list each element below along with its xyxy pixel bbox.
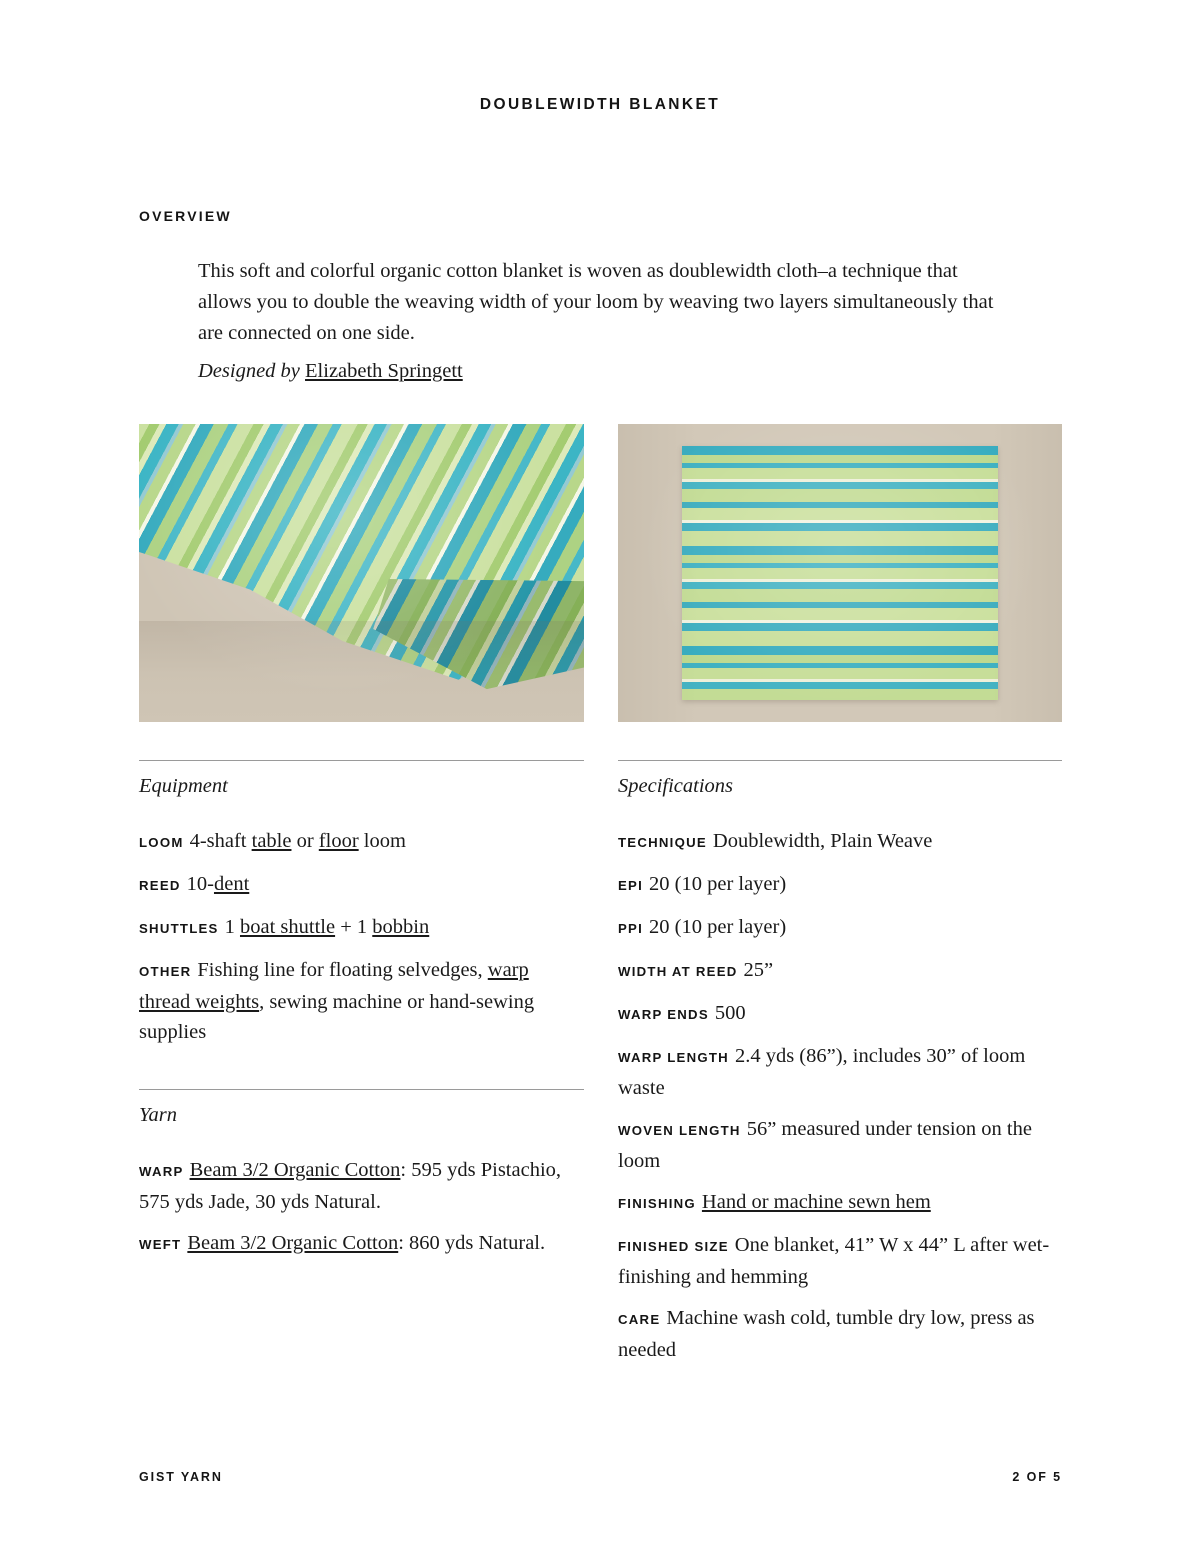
specifications-divider <box>618 760 1062 761</box>
footer-page-number: 2 OF 5 <box>1012 1470 1062 1484</box>
designed-by-label: Designed by <box>198 360 300 382</box>
spec-label: LOOM <box>139 835 184 850</box>
overview-body <box>198 256 998 349</box>
spec-label: WOVEN LENGTH <box>618 1123 741 1138</box>
spec-value <box>643 873 786 895</box>
spec-row <box>139 869 584 901</box>
spec-value-text: 20 (10 per layer) <box>649 873 787 895</box>
spec-row <box>618 1187 1062 1219</box>
spec-value <box>618 1307 1035 1361</box>
spec-value-link[interactable]: boat shuttle <box>239 916 336 938</box>
spec-value-link[interactable]: floor <box>318 830 359 852</box>
equipment-section <box>139 775 584 1058</box>
spec-value <box>184 830 406 852</box>
spec-value-text: 4-shaft <box>189 830 252 852</box>
specifications-list <box>618 826 1062 1365</box>
spec-value <box>181 1232 545 1254</box>
spec-label: EPI <box>618 878 644 893</box>
specifications-title: Specifications <box>618 775 734 797</box>
spec-row <box>618 826 1062 858</box>
spec-value-text: One blanket, 41” W x 44” L after wet-finishing and hemming <box>618 1234 1050 1288</box>
photo-right-sheen <box>618 424 1062 722</box>
designer-link[interactable]: Elizabeth Springett <box>305 360 463 382</box>
spec-row <box>618 1041 1062 1103</box>
spec-value-text: loom <box>358 830 406 852</box>
page-footer <box>139 1470 1062 1484</box>
spec-row <box>618 912 1062 944</box>
overview-paragraph: This soft and colorful organic cotton blanket is woven as doublewidth cloth–a technique that allows you to double the weaving width of your loom by weaving two layers simultaneously that are connected on one side. <box>198 260 994 344</box>
spec-row <box>139 955 584 1047</box>
blanket-draped-corner-photo <box>139 424 584 722</box>
spec-label: WARP LENGTH <box>618 1050 729 1065</box>
yarn-section <box>139 1104 584 1271</box>
yarn-list <box>139 1155 584 1260</box>
spec-value-link[interactable]: warp thread weights <box>139 959 529 1013</box>
spec-row <box>139 912 584 944</box>
spec-value <box>707 830 932 852</box>
spec-value-text: 2.4 yds (86”), includes 30” of loom waste <box>618 1045 1026 1099</box>
photo-left-inner <box>139 424 584 722</box>
page-header <box>0 96 1200 114</box>
yarn-divider <box>139 1089 584 1090</box>
spec-value-text: 56” measured under tension on the loom <box>618 1118 1032 1172</box>
spec-value-text: : 860 yds Natural. <box>398 1232 546 1254</box>
spec-value <box>738 959 774 981</box>
spec-row <box>618 1303 1062 1365</box>
spec-label: FINISHED SIZE <box>618 1239 729 1254</box>
spec-value-text: 10- <box>186 873 214 895</box>
spec-label: TECHNIQUE <box>618 835 707 850</box>
spec-value-text: Machine wash cold, tumble dry low, press as needed <box>618 1307 1035 1361</box>
spec-row <box>618 1230 1062 1292</box>
spec-row <box>139 1155 584 1217</box>
spec-value-text: 25” <box>743 959 774 981</box>
spec-value-text: , sewing machine or hand-sewing supplies <box>139 991 535 1043</box>
spec-label: OTHER <box>139 964 192 979</box>
spec-value-link[interactable]: table <box>251 830 292 852</box>
yarn-title: Yarn <box>139 1104 177 1126</box>
spec-value <box>219 916 430 938</box>
equipment-list <box>139 826 584 1047</box>
photo-right-inner <box>618 424 1062 722</box>
spec-row <box>618 1114 1062 1176</box>
page-title: DOUBLEWIDTH BLANKET <box>479 96 721 113</box>
spec-value-link[interactable]: Beam 3/2 Organic Cotton <box>187 1232 399 1254</box>
spec-label: WEFT <box>139 1237 182 1252</box>
spec-label: PPI <box>618 921 644 936</box>
spec-value <box>181 873 250 895</box>
spec-value-link[interactable]: bobbin <box>372 916 430 938</box>
blanket-flat-full-photo <box>618 424 1062 722</box>
spec-value-text: 1 <box>224 916 240 938</box>
spec-value-text: : 595 yds Pistachio, 575 yds Jade, 30 yds Natural. <box>139 1159 562 1213</box>
spec-label: WIDTH AT REED <box>618 964 738 979</box>
spec-value-text: Doublewidth, Plain Weave <box>712 830 933 852</box>
photo-left-sheen <box>139 424 584 722</box>
spec-value <box>643 916 786 938</box>
spec-row <box>618 955 1062 987</box>
spec-row <box>139 826 584 858</box>
spec-label: FINISHING <box>618 1196 696 1211</box>
spec-row <box>139 1228 584 1260</box>
spec-value <box>139 1159 561 1213</box>
spec-value-text: 500 <box>714 1002 746 1024</box>
spec-value-text: or <box>291 830 319 852</box>
spec-row <box>618 869 1062 901</box>
spec-value-link[interactable]: Beam 3/2 Organic Cotton <box>189 1159 401 1181</box>
spec-value-text: 20 (10 per layer) <box>649 916 787 938</box>
spec-value-link[interactable]: dent <box>213 873 250 895</box>
spec-value <box>709 1002 746 1024</box>
spec-value-text: + 1 <box>335 916 373 938</box>
overview-heading: OVERVIEW <box>139 208 232 224</box>
spec-value <box>696 1191 931 1213</box>
spec-row <box>618 998 1062 1030</box>
spec-label: REED <box>139 878 181 893</box>
footer-brand: GIST YARN <box>139 1470 223 1484</box>
equipment-title: Equipment <box>139 775 228 797</box>
spec-value <box>139 959 534 1043</box>
spec-label: CARE <box>618 1312 661 1327</box>
spec-label: SHUTTLES <box>139 921 219 936</box>
spec-value-text: Fishing line for floating selvedges, <box>197 959 488 981</box>
spec-value-link[interactable]: Hand or machine sewn hem <box>701 1191 931 1213</box>
spec-label: WARP <box>139 1164 184 1179</box>
spec-label: WARP ENDS <box>618 1007 709 1022</box>
designed-by <box>198 357 463 385</box>
equipment-divider <box>139 760 584 761</box>
specifications-section <box>618 775 1062 1376</box>
